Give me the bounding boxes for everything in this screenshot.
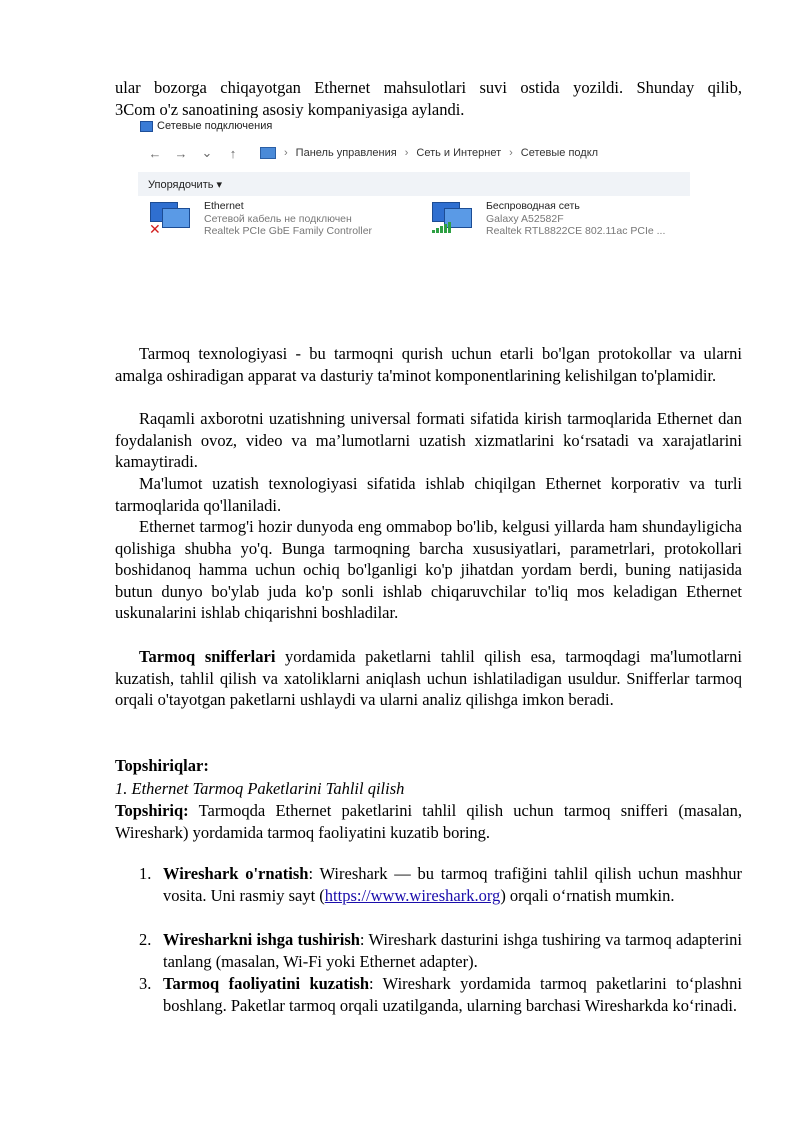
task1-title: 1. Ethernet Tarmoq Paketlarini Tahlil qilish [115,779,405,798]
breadcrumb-separator-icon: › [284,147,288,159]
task1-text: Tarmoqda Ethernet paketlarini tahlil qilish uchun tarmoq snifferi (masalan, Wireshark) yordamida tarmoq faoliyatini kuzatib boring. [115,801,742,842]
wireless-adapter-icon [428,200,472,236]
signal-bars-icon [432,222,451,233]
step-2 [139,929,742,972]
window-title-bar [140,118,272,134]
paragraph-ethernet-format: Raqamli axborotni uzatishning universal formati sifatida kirish tarmoqlarida Ethernet dan foydalanish ovoz, video va ma’lumotlarni uzatish xizmatlarini koʻrsatadi va xarajatlarini kamaytiradi. [115,409,742,471]
toolbar [138,172,690,196]
step-text-before: : Wireshark — bu tarmoq trafiğini tahlil qilish uchun mashhur vosita. Uni rasmiy sayt ( [163,864,742,905]
step-text: : Wireshark dasturini ishga tushiring va tarmoq adapterini tanlang (masalan, Wi-Fi yoki Ethernet adapter). [163,930,742,971]
breadcrumb-separator-icon: › [404,147,409,159]
paragraph-corporate-use: Ma'lumot uzatish texnologiyasi sifatida ishlab chiqilgan Ethernet korporativ va turli tarmoqlarida qo'llaniladi. [115,474,742,515]
task1-label: Topshiriq: [115,801,189,820]
up-arrow-icon: ↑ [229,145,237,161]
paragraph-ethernet-popularity: Ethernet tarmog'i hozir dunyoda eng ommabop bo'lib, kelgusi yillarda ham shundayligicha qolishiga shubha yo'q. Bunga tarmoqning barcha xususiyatlari, parametrlari, protokollari boshidanoq hamma uchun ochiq bo'lganligi ko'p jihatdan yordam berdi, buning natijasida butun dunyo bo'ylab juda ko'p sonli ishlab chiqaruvchilar to'liq mos keladigan Ethernet uskunalarini ishlab chiqarishni boshladilar. [115,517,742,622]
adapter-name: Беспроводная сеть [486,200,580,212]
organize-button: Упорядочить ▾ [148,178,223,191]
breadcrumb-separator-icon: › [509,147,513,159]
task1-description [115,800,742,843]
step-number: 3. [139,974,152,993]
back-arrow-icon: ← [148,145,162,161]
disconnected-x-icon: ✕ [149,222,161,238]
control-panel-icon [260,147,276,159]
step-1 [139,863,742,906]
forward-arrow-icon: → [174,145,188,161]
adapter-status: Сетевой кабель не подключен [204,212,352,225]
sniffers-term: Tarmoq snifferlari [139,647,276,666]
adapter-ethernet [146,200,372,240]
step-text: : Wireshark yordamida tarmoq paketlarini toʻplashni boshlang. Paketlar tarmoq orqali uzatilganda, ularning barchasi Wiresharkda koʻrinadi. [163,974,742,1015]
sniffers-text: yordamida paketlarni tahlil qilish esa, tarmoqdagi ma'lumotlarni kuzatish, tahlil qilish va xatoliklarni aniqlash uchun ishlatiladigan usuldur. Snifferlar tarmoq orqali o'tayotgan paketlarni ushlaydi va ularni analiz qilishga imkon beradi. [115,647,742,709]
intro-line-2: 3Com o'z sanoatining asosiy kompaniyasiga aylandi. [115,99,465,119]
ethernet-adapter-icon [146,200,190,236]
adapter-device: Realtek RTL8822CE 802.11ac PCIe ... [486,225,666,237]
chevron-down-icon: ⌄ [201,145,213,160]
adapter-wireless [428,200,665,240]
breadcrumb-network-internet: Сеть и Интернет [416,147,502,159]
address-bar [138,142,690,164]
paragraph-network-technology: Tarmoq texnologiyasi - bu tarmoqni qurish uchun etarli bo'lgan protokollar va ularni amalga oshiradigan apparat va dasturiy ta'minot komponentlarining kelishilgan to'plamidir. [115,344,742,385]
breadcrumb-network-connections: Сетевые подкл [520,147,599,159]
step-number: 1. [139,864,152,883]
wireshark-link[interactable]: https://www.wireshark.org [324,885,501,905]
step-number: 2. [139,930,152,949]
window-title: Сетевые подключения [157,120,273,132]
adapter-name: Ethernet [204,200,244,212]
network-folder-icon [140,121,153,132]
breadcrumb-control-panel: Панель управления [295,147,397,159]
network-connections-screenshot [138,118,690,240]
step-text-after: ) orqali oʻrnatish mumkin. [500,885,675,905]
step-title: Wireshark o'rnatish [163,864,309,883]
paragraph-sniffers [115,646,742,711]
step-title: Wiresharkni ishga tushirish [163,930,360,949]
intro-paragraph [115,77,742,120]
intro-line-1: ular bozorga chiqayotgan Ethernet mahsulotlari suvi ostida yozildi. Shunday qilib, [115,78,742,97]
step-title: Tarmoq faoliyatini kuzatish [163,974,370,993]
tasks-heading: Topshiriqlar: [115,756,209,775]
adapter-status: Galaxy A52582F [486,212,564,225]
adapter-device: Realtek PCIe GbE Family Controller [204,225,373,237]
step-3 [139,973,742,1016]
